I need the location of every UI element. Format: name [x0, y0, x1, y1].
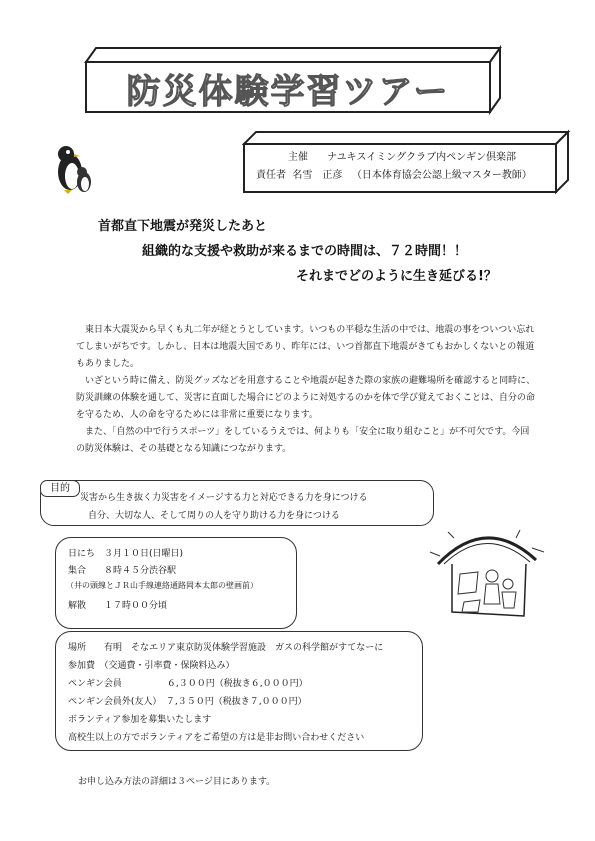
- schedule-meet-note: （井の頭線とＪＲ山手線連絡通路岡本太郎の壁画前）: [66, 581, 258, 590]
- details-volunteer: ボランティア参加を募集いたします: [68, 715, 212, 725]
- body-paragraph-3: また、「自然の中で行うスポーツ」をしているうえでは、何よりも「安全に取り組むこと」が不可欠です。今回の防災体験は、その基礎となる知識につながります。: [76, 427, 530, 454]
- organizer-label: 主催: [288, 152, 308, 163]
- footer-note: お申し込み方法の詳細は３ページ目にあります。: [78, 777, 276, 787]
- schedule-date: 日にち ３月１０日(日曜日): [68, 549, 184, 559]
- organizer-value: ナユキスイミングクラブ内ペンギン倶楽部: [327, 152, 516, 163]
- organizer-row: [288, 150, 516, 166]
- body-paragraph-1: 東日本大震災から早くも丸二年が経とうとしています。いつもの平穏な生活の中では、地震の事をついつい忘れてしまいがちです。しかし、日本は地震大国であり、昨年には、いつ首都直下地震がきてもおかしくないとの報道もありました。: [76, 325, 535, 369]
- details-place: 場所 有明 そなエリア東京防災体験学習施設 ガスの科学館がすてなーに: [68, 643, 384, 653]
- penguin-illustration: [50, 140, 96, 196]
- purpose-line-1: 災害から生き抜く力災害をイメージする力と対応できる力を身につける: [80, 493, 368, 503]
- headline-1: 首都直下地震が発災したあと: [98, 219, 268, 234]
- schedule-meet: 集合 ８時４５分渋谷駅: [68, 566, 177, 576]
- responsible-affiliation: （日本体育協会公認上級マスター教師）: [351, 170, 532, 181]
- body-paragraph-2: いざという時に備え、防災グッズなどを用意することや地震が起きた際の家族の避難場所を確認すると同時に、防災訓練の体験を通して、災害に直面した場合にどのように対処するのかを体で学び覚えておくことは、自分の命を守るため、人の命を守るためには非常に重要になります。: [76, 376, 536, 420]
- headline-2: 組織的な支援や救助が来るまでの時間は、７２時間！！: [142, 244, 468, 259]
- headline-3: それまでどのように生き延びる!？: [296, 269, 497, 284]
- page-title: 防災体験学習ツアー: [126, 72, 450, 112]
- purpose-tag: 目的: [40, 480, 80, 497]
- responsible-row: [256, 168, 532, 184]
- schedule-dismiss: 解散 １７時００分頃: [68, 601, 168, 611]
- responsible-name: 名雪 正彦: [292, 170, 343, 181]
- details-fee-label: 参加費 （交通費・引率費・保険料込み）: [68, 661, 235, 671]
- details-volunteer-note: 高校生以上の方でボランティアをご希望の方は是非お問い合わせください: [68, 733, 365, 743]
- purpose-line-2: 自分、大切な人、そして周りの人を守り助ける力を身につける: [88, 511, 340, 521]
- details-guest-fee: ペンギン会員外(友人） ７,３５０円（税抜き７,０００円）: [68, 697, 307, 707]
- details-member-fee: ペンギン会員 ６,３００円（税抜き６,０００円）: [68, 679, 308, 689]
- house-illustration: [428, 512, 546, 622]
- responsible-label: 責任者: [256, 170, 286, 181]
